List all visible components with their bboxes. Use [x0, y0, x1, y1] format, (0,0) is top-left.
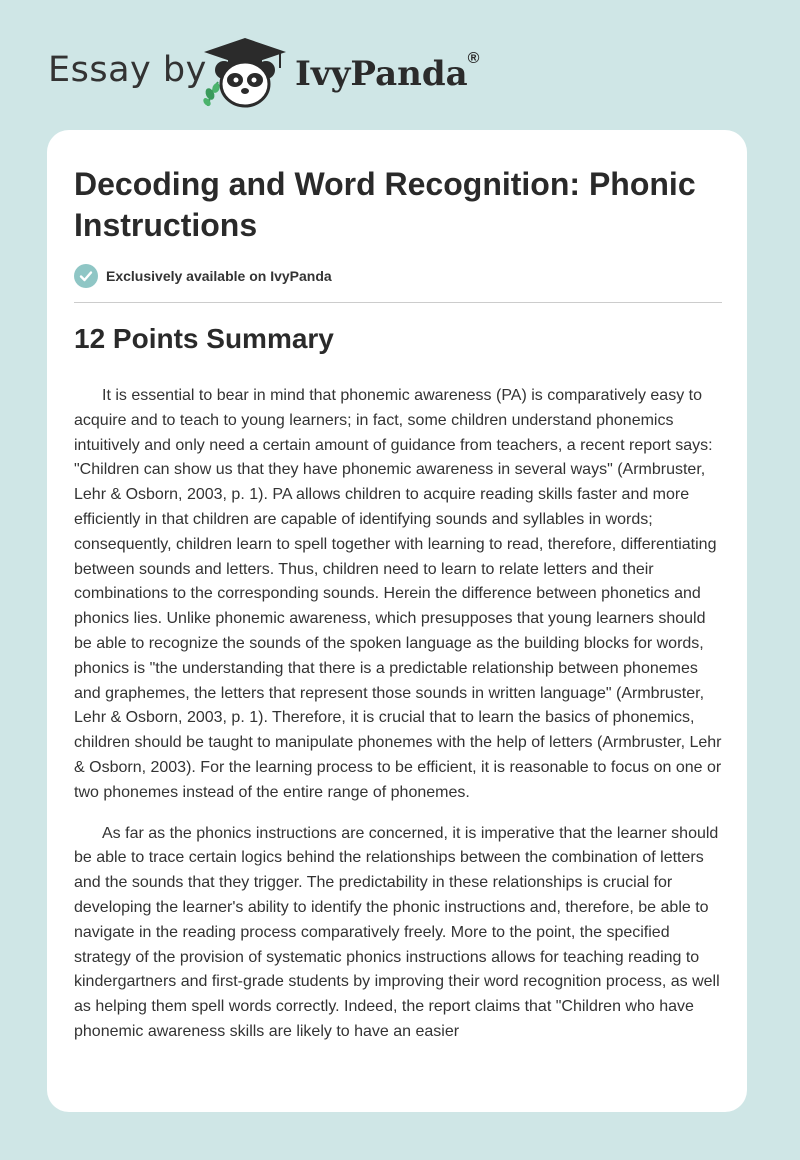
check-circle-icon [74, 264, 98, 288]
exclusive-badge [74, 264, 332, 288]
article-card [47, 130, 747, 1112]
brand-name[interactable]: IvyPanda® [295, 50, 480, 94]
section-heading: 12 Points Summary [74, 323, 334, 354]
divider [74, 302, 722, 303]
site-header [0, 0, 800, 120]
exclusive-label: Exclusively available on IvyPanda [106, 268, 332, 284]
paragraph: It is essential to bear in mind that phonemic awareness (PA) is comparatively easy to acquire and to teach to young learners; in fact, some children understand phonemics intuitively and only need a certain amount of guidance from teachers, a recent report says: "Children can show us that they have phonemic awareness in several ways" (Armbruster, Lehr & Osborn, 2003, p. 1). PA allows children to acquire reading skills faster and more efficiently in that children are capable of identifying sounds and syllables in words; consequently, children learn to spell together with learning to read, therefore, differentiating between sounds and letters. Thus, children need to learn to relate letters and their combinations to the corresponding sounds. Herein the difference between phonetics and phonics lies. Unlike phonemic awareness, which presupposes that young learners should be able to recognize the sounds of the spoken language as the building blocks for words, phonics is "the understanding that there is a predictable relationship between phonemes and graphemes, the letters that represent those sounds in written language" (Armbruster, Lehr & Osborn, 2003, p. 1). Therefore, it is crucial that to learn the basics of phonemics, children should be taught to manipulate phonemes with the help of letters (Armbruster, Lehr & Osborn, 2003). For the learning process to be efficient, it is reasonable to focus on one or two phonemes instead of the entire range of phonemes. [74, 387, 722, 801]
registered-mark: ® [467, 50, 480, 67]
essay-by-label: Essay by [48, 50, 207, 90]
article-title: Decoding and Word Recognition: Phonic Instructions [74, 166, 696, 243]
article-body [74, 384, 724, 1061]
paragraph: As far as the phonics instructions are concerned, it is imperative that the learner should be able to trace certain logics behind the relationships between the combination of letters and the sounds that they trigger. The predictability in these relationships is crucial for developing the learner's ability to identify the phonic instructions and, therefore, be able to navigate in the reading process comparatively freely. More to the point, the specified strategy of the provision of systematic phonics instructions allows for teaching reading to kindergartners and first-grade students by improving their word recognition process, as well as helping them spell words correctly. Indeed, the report claims that "Children who have phonemic awareness skills are likely to have an easier [74, 824, 720, 1040]
panda-graduate-icon[interactable] [200, 36, 290, 110]
